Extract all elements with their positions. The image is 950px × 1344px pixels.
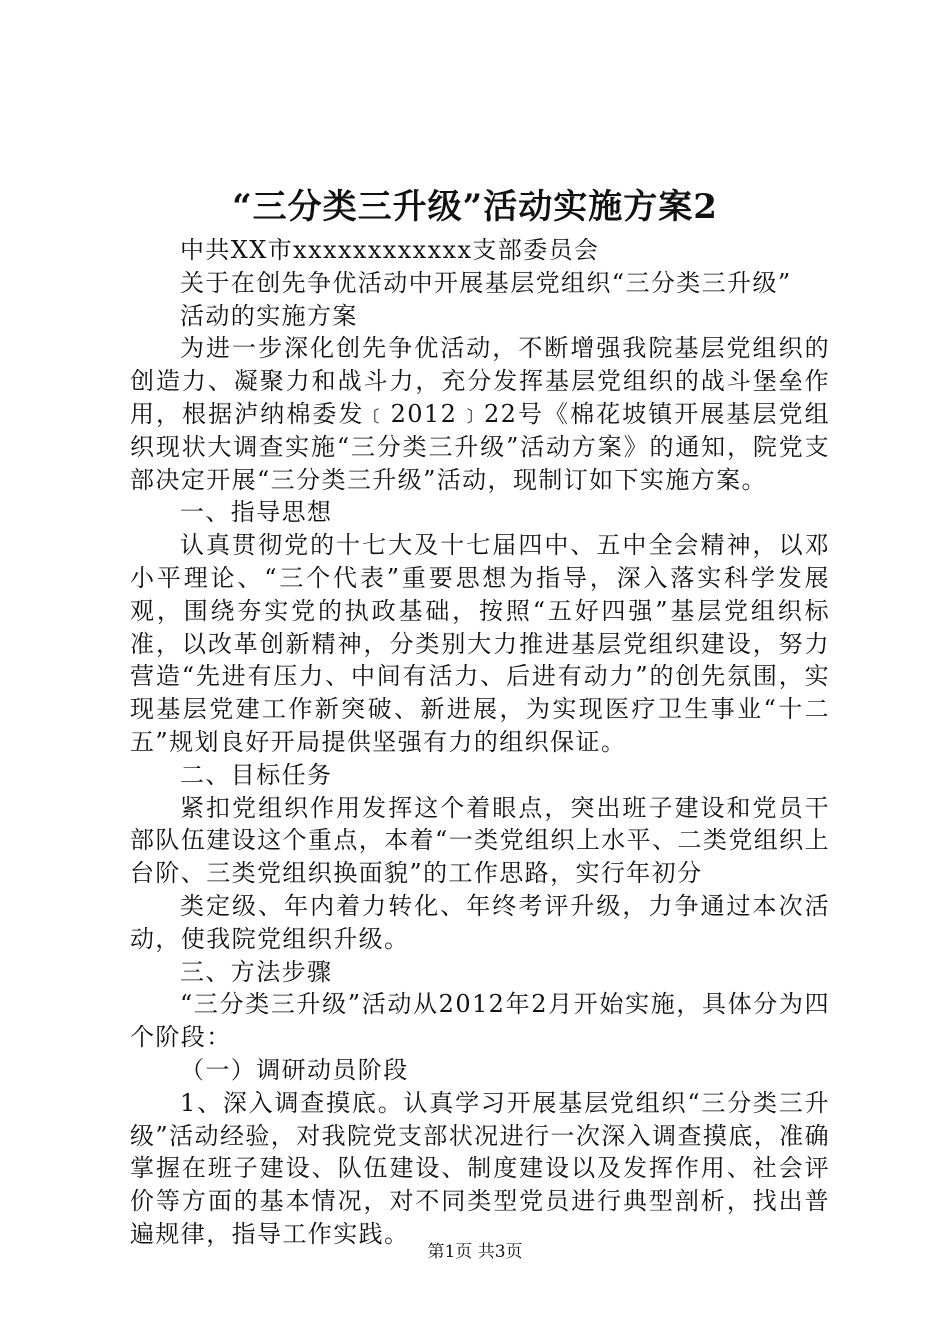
paragraph-issuer: 中共XX市xxxxxxxxxxxx支部委员会 (180, 236, 600, 264)
paragraph-goals-part-2: 类定级、年内着力转化、年终考评升级，力争通过本次活动，使我院党组织升级。 (130, 891, 830, 953)
subsection-heading-research: （一）调研动员阶段 (180, 1055, 409, 1084)
paragraph-subject-line-2: 活动的实施方案 (180, 301, 358, 330)
paragraph-intro: 为进一步深化创先争优活动，不断增强我院基层党组织的创造力、凝聚力和战斗力，充分发挥基层党组织的战斗堡垒作用，根据泸纳棉委发﹝2012﹞22号《棉花坡镇开展基层党组织现状大调查实施“三分类三升级”活动方案》的通知，院党支部决定开展“三分类三升级”活动，现制订如下实施方案。 (130, 334, 830, 494)
paragraph-goals-part-1: 紧扣党组织作用发挥这个着眼点，突出班子建设和党员干部队伍建设这个重点，本着“一类党组织上水平、二类党组织上台阶、三类党组织换面貌”的工作思路，实行年初分 (130, 793, 830, 888)
page-footer: 第1页 共3页 (427, 1242, 523, 1262)
section-heading-methods: 三、方法步骤 (180, 957, 333, 986)
paragraph-methods: “三分类三升级”活动从2012年2月开始实施，具体分为四个阶段： (130, 990, 830, 1052)
paragraph-subject-line-1: 关于在创先争优活动中开展基层党组织“三分类三升级” (180, 268, 792, 297)
document-body (130, 234, 830, 1251)
paragraph-guiding-ideology: 认真贯彻党的十七大及十七届四中、五中全会精神，以邓小平理论、“三个代表”重要思想为指导，深入落实科学发展观，围绕夯实党的执政基础，按照“五好四强”基层党组织标准，以改革创新精神，分类别大力推进基层党组织建设，努力营造“先进有压力、中间有活力、后进有动力”的创先氛围，实现基层党建工作新突破、新进展，为实现医疗卫生事业“十二五”规划良好开局提供坚强有力的组织保证。 (130, 531, 830, 756)
section-heading-goals: 二、目标任务 (180, 760, 333, 789)
document-title: “三分类三升级”活动实施方案2 (232, 187, 718, 227)
section-heading-guiding-ideology: 一、指导思想 (180, 498, 333, 527)
paragraph-research-item-1: 1、深入调查摸底。认真学习开展基层党组织“三分类三升级”活动经验，对我院党支部状况进行一次深入调查摸底，准确掌握在班子建设、队伍建设、制度建设以及发挥作用、社会评价等方面的基本情况，对不同类型党员进行典型剖析，找出普遍规律，指导工作实践。 (130, 1088, 830, 1248)
